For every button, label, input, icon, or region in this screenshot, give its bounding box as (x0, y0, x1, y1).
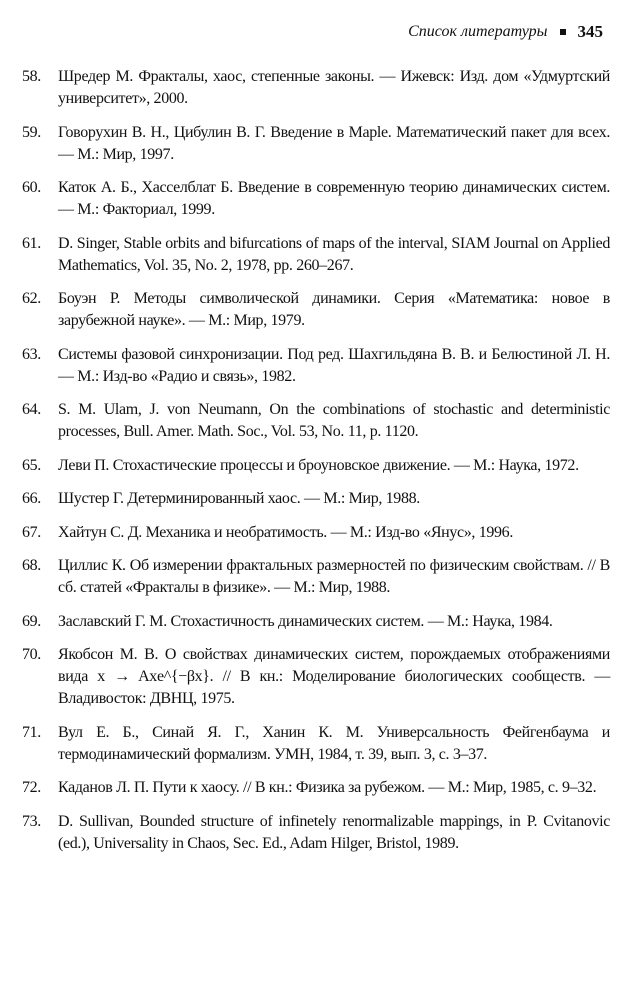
reference-item (22, 722, 610, 766)
reference-number: 60. (22, 179, 41, 196)
reference-text: D. Sullivan, Bounded structure of infinetely renormalizable mappings, in P. Cvitanovic (ed.), Universality in Chaos, Sec. Ed., Adam Hilger, Bristol, 1989. (58, 812, 610, 852)
reference-text: Каток А. Б., Хасселблат Б. Введение в современную теорию динамических систем. — М.: Факториал, 1999. (58, 179, 610, 218)
reference-text: Шредер М. Фракталы, хаос, степенные законы. — Ижевск: Изд. дом «Удмуртский университет», 2000. (58, 68, 610, 107)
reference-number: 69. (22, 612, 41, 630)
reference-text: D. Singer, Stable orbits and bifurcations of maps of the interval, SIAM Journal on Applied Mathematics, Vol. 35, No. 2, 1978, pp. 260–267. (58, 234, 610, 274)
reference-item (22, 555, 610, 599)
reference-item (22, 811, 610, 855)
reference-text: Леви П. Стохастические процессы и броуновское движение. — М.: Наука, 1972. (58, 456, 579, 474)
section-title: Список литературы (408, 23, 548, 40)
reference-number: 71. (22, 723, 41, 741)
reference-number: 66. (22, 490, 41, 507)
reference-item (22, 399, 610, 443)
reference-item (22, 288, 610, 332)
reference-number: 65. (22, 456, 41, 474)
reference-item (22, 344, 610, 388)
reference-number: 63. (22, 345, 41, 363)
reference-number: 62. (22, 290, 41, 307)
reference-text: Якобсон М. В. О свойствах динамических систем, порождаемых отображениями вида x → Axe^{−βx}. // В кн.: Моделирование биологических сообществ. — Владивосток: ДВНЦ, 1975. (58, 646, 610, 707)
reference-number: 64. (22, 401, 41, 418)
reference-item (22, 233, 610, 277)
reference-text: Боуэн Р. Методы символической динамики. Серия «Математика: новое в зарубежной науке». — М.: Мир, 1979. (58, 290, 610, 329)
reference-number: 61. (22, 234, 41, 252)
reference-item (22, 522, 610, 544)
reference-text: Каданов Л. П. Пути к хаосу. // В кн.: Физика за рубежом. — М.: Мир, 1985, с. 9–32. (58, 779, 597, 796)
reference-number: 70. (22, 646, 41, 663)
reference-number: 59. (22, 123, 41, 141)
reference-item (22, 122, 610, 166)
reference-item (22, 777, 610, 799)
reference-item (22, 66, 610, 110)
reference-item (22, 611, 610, 633)
reference-text: Хайтун С. Д. Механика и необратимость. — М.: Изд-во «Янус», 1996. (58, 523, 513, 541)
page-number: 345 (577, 22, 603, 41)
square-bullet-icon (560, 29, 566, 35)
reference-item (22, 644, 610, 710)
reference-number: 72. (22, 779, 41, 796)
running-header (408, 22, 603, 42)
reference-text: Вул Е. Б., Синай Я. Г., Ханин К. М. Универсальность Фейгенбаума и термодинамический формализм. УМН, 1984, т. 39, вып. 3, с. 3–37. (58, 723, 610, 763)
reference-text: S. M. Ulam, J. von Neumann, On the combinations of stochastic and deterministic processes, Bull. Amer. Math. Soc., Vol. 53, No. 11, p. 1120. (58, 401, 610, 440)
reference-text: Говорухин В. Н., Цибулин В. Г. Введение в Maple. Математический пакет для всех. — М.: Мир, 1997. (58, 123, 610, 163)
reference-item (22, 455, 610, 477)
reference-number: 73. (22, 812, 41, 830)
reference-number: 68. (22, 557, 41, 574)
reference-item (22, 177, 610, 221)
reference-text: Шустер Г. Детерминированный хаос. — М.: Мир, 1988. (58, 490, 420, 507)
reference-text: Циллис К. Об измерении фрактальных размерностей по физическим свойствам. // В сб. статей «Фракталы в физике». — М.: Мир, 1988. (58, 557, 610, 596)
reference-number: 67. (22, 523, 41, 541)
reference-text: Системы фазовой синхронизации. Под ред. Шахгильдяна В. В. и Белюстиной Л. Н. — М.: Изд-во «Радио и связь», 1982. (58, 345, 610, 385)
reference-number: 58. (22, 68, 41, 85)
reference-text: Заславский Г. М. Стохастичность динамических систем. — М.: Наука, 1984. (58, 612, 553, 630)
reference-list (22, 66, 610, 866)
reference-item (22, 488, 610, 510)
